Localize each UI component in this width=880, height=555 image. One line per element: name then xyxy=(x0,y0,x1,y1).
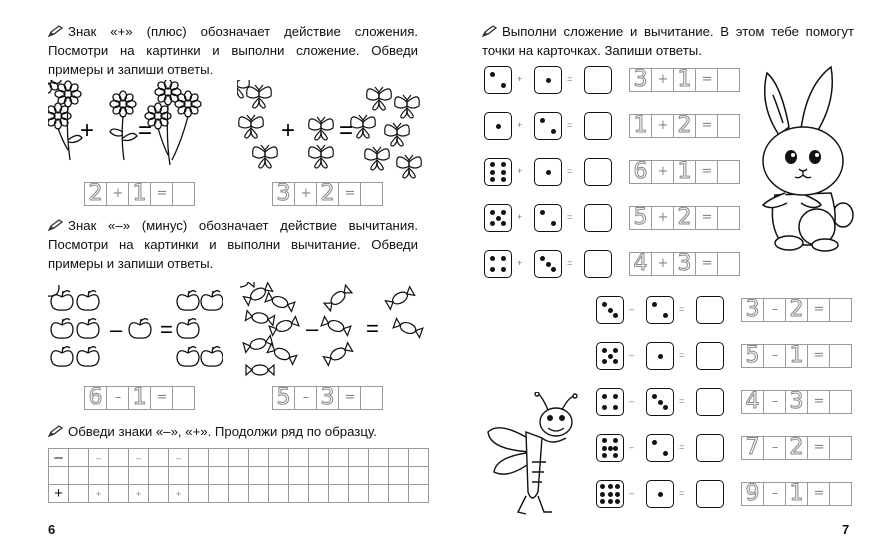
dice-equals: = xyxy=(679,304,684,314)
svg-text:+: + xyxy=(80,117,95,144)
answer-digit: 2 xyxy=(84,182,106,206)
dice-pip xyxy=(602,405,607,410)
dice-operator: + xyxy=(517,74,522,84)
empty-row xyxy=(49,467,429,485)
answer-operator: – xyxy=(763,436,785,460)
answer-digit: 4 xyxy=(629,252,651,276)
answer-operator: – xyxy=(106,386,128,410)
grid-cell[interactable]: – xyxy=(169,449,189,467)
dice-card xyxy=(596,480,624,508)
grid-cell[interactable] xyxy=(269,467,289,485)
answer-blank[interactable] xyxy=(360,386,383,410)
answer-digit: 1 xyxy=(785,482,807,506)
dice-equals: = xyxy=(567,166,572,176)
dice-pip xyxy=(613,394,618,399)
answer-digit: 6 xyxy=(629,160,651,184)
grid-cell[interactable]: + xyxy=(89,485,109,503)
answer-equals: = xyxy=(807,436,829,460)
grid-cell[interactable]: + xyxy=(129,485,149,503)
dice-card xyxy=(534,66,562,94)
grid-cell[interactable] xyxy=(389,449,409,467)
answer-equals: = xyxy=(695,114,717,138)
signs-practice-grid xyxy=(48,448,429,503)
answer-box[interactable] xyxy=(584,250,612,278)
svg-text:=: = xyxy=(138,117,153,144)
dice-pip xyxy=(600,492,605,497)
grid-cell[interactable] xyxy=(269,449,289,467)
dice-pip xyxy=(490,72,495,77)
dice-pip xyxy=(608,499,613,504)
grid-cell[interactable] xyxy=(149,467,169,485)
dice-card xyxy=(646,388,674,416)
dice-operator: + xyxy=(517,120,522,130)
dice-pip xyxy=(501,210,506,215)
answer-equals: = xyxy=(807,298,829,322)
grid-cell[interactable] xyxy=(289,467,309,485)
dice-card xyxy=(484,204,512,232)
dice-equals: = xyxy=(567,212,572,222)
dice-pip xyxy=(496,216,501,221)
answer-box[interactable] xyxy=(696,296,724,324)
answer-equals: = xyxy=(338,182,360,206)
dice-pip xyxy=(608,354,613,359)
subtraction-instruction xyxy=(48,216,418,273)
dice-operator: – xyxy=(629,442,634,452)
answer-box[interactable] xyxy=(584,112,612,140)
answer-box[interactable] xyxy=(696,388,724,416)
dice-card xyxy=(534,250,562,278)
answer-blank[interactable] xyxy=(829,482,852,506)
grid-cell[interactable] xyxy=(229,485,249,503)
dice-card xyxy=(646,342,674,370)
svg-text:=: = xyxy=(366,316,379,341)
grid-cell[interactable] xyxy=(289,485,309,503)
answer-blank[interactable] xyxy=(717,206,740,230)
dice-pip xyxy=(608,492,613,497)
grid-cell[interactable] xyxy=(409,485,429,503)
answer-blank[interactable] xyxy=(360,182,383,206)
grid-cell[interactable] xyxy=(389,485,409,503)
dice-card xyxy=(534,112,562,140)
dice-pip xyxy=(551,221,556,226)
dice-pip xyxy=(608,446,613,451)
answer-box[interactable] xyxy=(584,204,612,232)
answer-digit: 3 xyxy=(785,390,807,414)
answer-operator: – xyxy=(763,390,785,414)
grid-cell[interactable] xyxy=(349,467,369,485)
dice-pip xyxy=(652,394,657,399)
grid-cell[interactable] xyxy=(89,467,109,485)
dice-pip xyxy=(613,453,618,458)
dice-pip xyxy=(608,308,613,313)
answer-blank[interactable] xyxy=(717,114,740,138)
answer-row xyxy=(84,386,195,410)
svg-text:=: = xyxy=(160,317,173,342)
dice-card xyxy=(484,158,512,186)
grid-cell[interactable] xyxy=(149,485,169,503)
grid-cell[interactable] xyxy=(189,449,209,467)
grid-cell[interactable] xyxy=(249,467,269,485)
grid-cell[interactable] xyxy=(249,485,269,503)
grid-cell[interactable] xyxy=(249,449,269,467)
dice-pip xyxy=(600,499,605,504)
dice-pip xyxy=(602,359,607,364)
addition-instruction-text: Знак «+» (плюс) обозначает действие сложения. Посмотри на картинки и выполни сложение. Обведи примеры и запиши ответы. xyxy=(48,24,418,77)
grid-cell[interactable] xyxy=(289,449,309,467)
answer-equals: = xyxy=(807,482,829,506)
dice-pip xyxy=(490,170,495,175)
dice-card xyxy=(646,434,674,462)
grid-cell[interactable] xyxy=(209,449,229,467)
answer-digit: 1 xyxy=(673,160,695,184)
dice-pip xyxy=(501,267,506,272)
grid-cell[interactable] xyxy=(69,467,89,485)
dice-card xyxy=(534,204,562,232)
grid-cell[interactable] xyxy=(149,449,169,467)
dice-card xyxy=(596,296,624,324)
answer-row xyxy=(629,114,740,138)
dice-operator: + xyxy=(517,166,522,176)
dice-pip xyxy=(613,446,618,451)
answer-digit: 2 xyxy=(673,206,695,230)
answer-digit: 7 xyxy=(741,436,763,460)
dice-pip xyxy=(602,453,607,458)
answer-row xyxy=(629,160,740,184)
grid-cell: + xyxy=(49,485,69,503)
dice-pip xyxy=(490,221,495,226)
grid-cell[interactable]: – xyxy=(89,449,109,467)
dice-pip xyxy=(496,124,501,129)
answer-blank[interactable] xyxy=(717,252,740,276)
answer-box[interactable] xyxy=(696,434,724,462)
answer-digit: 2 xyxy=(316,182,338,206)
answer-digit: 1 xyxy=(673,68,695,92)
dice-pip xyxy=(490,162,495,167)
dice-card xyxy=(484,250,512,278)
dice-pip xyxy=(490,267,495,272)
answer-box[interactable] xyxy=(696,480,724,508)
answer-digit: 1 xyxy=(128,386,150,410)
dice-pip xyxy=(658,354,663,359)
answer-digit: 3 xyxy=(272,182,294,206)
dice-pip xyxy=(501,162,506,167)
grid-cell[interactable] xyxy=(209,467,229,485)
dice-operator: + xyxy=(517,258,522,268)
answer-digit: 3 xyxy=(673,252,695,276)
answer-row xyxy=(84,182,195,206)
answer-row xyxy=(741,298,852,322)
answer-row xyxy=(741,390,852,414)
answer-operator: + xyxy=(294,182,316,206)
dice-pip xyxy=(615,492,620,497)
grid-cell[interactable] xyxy=(329,485,349,503)
dice-instruction xyxy=(482,22,854,60)
signs-instruction-text: Обведи знаки «–», «+». Продолжи ряд по образцу. xyxy=(68,424,377,439)
candies-illustration xyxy=(240,282,430,380)
dice-pip xyxy=(663,405,668,410)
dice-pip xyxy=(501,256,506,261)
dice-pip xyxy=(613,359,618,364)
svg-text:–: – xyxy=(110,317,123,342)
dice-card xyxy=(484,66,512,94)
answer-digit: 2 xyxy=(785,298,807,322)
answer-digit: 2 xyxy=(785,436,807,460)
grid-cell[interactable] xyxy=(369,485,389,503)
answer-row xyxy=(741,344,852,368)
answer-row xyxy=(629,252,740,276)
answer-row xyxy=(741,482,852,506)
dice-pip xyxy=(602,394,607,399)
grid-cell[interactable] xyxy=(309,467,329,485)
dice-operator: – xyxy=(629,396,634,406)
answer-equals: = xyxy=(695,252,717,276)
answer-blank[interactable] xyxy=(717,160,740,184)
answer-digit: 1 xyxy=(785,344,807,368)
answer-blank[interactable] xyxy=(717,68,740,92)
dice-card xyxy=(596,434,624,462)
grid-cell[interactable] xyxy=(229,449,249,467)
grid-cell[interactable] xyxy=(369,449,389,467)
dice-operator: – xyxy=(629,350,634,360)
grid-cell[interactable] xyxy=(409,467,429,485)
dragonfly-illustration xyxy=(480,392,600,517)
page-number: 6 xyxy=(48,522,56,537)
answer-digit: 5 xyxy=(629,206,651,230)
dice-pip xyxy=(501,177,506,182)
flowers-illustration xyxy=(48,80,213,180)
grid-cell[interactable]: + xyxy=(169,485,189,503)
dice-card xyxy=(534,158,562,186)
dice-pip xyxy=(490,177,495,182)
page-number: 7 xyxy=(842,522,850,537)
dice-pip xyxy=(602,438,607,443)
dice-pip xyxy=(501,83,506,88)
answer-operator: + xyxy=(651,252,673,276)
dice-pip xyxy=(490,210,495,215)
dice-pip xyxy=(546,170,551,175)
grid-cell[interactable] xyxy=(229,467,249,485)
grid-cell[interactable] xyxy=(329,467,349,485)
answer-row xyxy=(272,182,383,206)
pencil-icon xyxy=(48,425,64,437)
dice-equals: = xyxy=(679,488,684,498)
answer-operator: – xyxy=(294,386,316,410)
answer-digit: 5 xyxy=(741,344,763,368)
answer-operator: – xyxy=(763,298,785,322)
answer-row xyxy=(741,436,852,460)
answer-equals: = xyxy=(807,390,829,414)
dice-pip xyxy=(615,499,620,504)
dice-pip xyxy=(663,451,668,456)
answer-blank[interactable] xyxy=(172,182,195,206)
answer-equals: = xyxy=(695,206,717,230)
dice-pip xyxy=(602,302,607,307)
grid-cell[interactable] xyxy=(349,449,369,467)
grid-cell[interactable] xyxy=(409,449,429,467)
dice-equals: = xyxy=(679,442,684,452)
dice-pip xyxy=(613,348,618,353)
grid-cell[interactable] xyxy=(69,449,89,467)
grid-cell[interactable] xyxy=(129,467,149,485)
grid-cell[interactable] xyxy=(269,485,289,503)
dice-operator: – xyxy=(629,304,634,314)
dice-pip xyxy=(602,348,607,353)
dice-equals: = xyxy=(567,258,572,268)
dice-pip xyxy=(613,405,618,410)
dice-pip xyxy=(652,302,657,307)
dice-card xyxy=(646,480,674,508)
dice-pip xyxy=(546,262,551,267)
dice-pip xyxy=(608,484,613,489)
answer-row xyxy=(272,386,383,410)
dice-equals: = xyxy=(567,120,572,130)
answer-row xyxy=(629,68,740,92)
answer-row xyxy=(629,206,740,230)
dice-operator: – xyxy=(629,488,634,498)
grid-cell[interactable] xyxy=(309,449,329,467)
answer-blank[interactable] xyxy=(172,386,195,410)
grid-cell: – xyxy=(49,449,69,467)
answer-blank[interactable] xyxy=(829,298,852,322)
dice-card xyxy=(484,112,512,140)
dice-pip xyxy=(540,210,545,215)
grid-cell[interactable] xyxy=(309,485,329,503)
dice-pip xyxy=(658,492,663,497)
dice-pip xyxy=(490,256,495,261)
dice-card xyxy=(646,296,674,324)
dice-pip xyxy=(658,400,663,405)
grid-cell[interactable] xyxy=(389,467,409,485)
pencil-icon xyxy=(48,219,64,231)
dice-pip xyxy=(600,484,605,489)
plus-row xyxy=(49,485,429,503)
svg-text:=: = xyxy=(339,117,354,144)
right-page xyxy=(440,0,880,555)
dice-pip xyxy=(615,484,620,489)
dice-pip xyxy=(602,446,607,451)
grid-cell[interactable] xyxy=(109,467,129,485)
dice-card xyxy=(596,342,624,370)
dice-pip xyxy=(551,267,556,272)
dice-pip xyxy=(540,256,545,261)
answer-digit: 3 xyxy=(316,386,338,410)
answer-operator: + xyxy=(651,68,673,92)
answer-blank[interactable] xyxy=(829,436,852,460)
dice-equals: = xyxy=(679,350,684,360)
answer-box[interactable] xyxy=(584,158,612,186)
svg-text:+: + xyxy=(281,117,296,144)
answer-equals: = xyxy=(695,160,717,184)
answer-digit: 9 xyxy=(741,482,763,506)
bunny-illustration xyxy=(745,65,855,255)
answer-equals: = xyxy=(338,386,360,410)
apples-illustration xyxy=(48,285,223,380)
answer-blank[interactable] xyxy=(829,344,852,368)
answer-box[interactable] xyxy=(696,342,724,370)
dice-card xyxy=(596,388,624,416)
dice-operator: + xyxy=(517,212,522,222)
answer-digit: 3 xyxy=(741,298,763,322)
answer-digit: 1 xyxy=(629,114,651,138)
addition-instruction xyxy=(48,22,418,79)
pencil-icon xyxy=(48,25,64,37)
dice-pip xyxy=(540,118,545,123)
dice-pip xyxy=(501,221,506,226)
answer-equals: = xyxy=(150,386,172,410)
dice-pip xyxy=(501,170,506,175)
answer-operator: + xyxy=(651,114,673,138)
dice-equals: = xyxy=(679,396,684,406)
answer-operator: – xyxy=(763,482,785,506)
answer-digit: 6 xyxy=(84,386,106,410)
grid-cell[interactable] xyxy=(329,449,349,467)
dice-instruction-text: Выполни сложение и вычитание. В этом тебе помогут точки на карточках. Запиши ответы. xyxy=(482,24,854,58)
answer-box[interactable] xyxy=(584,66,612,94)
answer-digit: 2 xyxy=(673,114,695,138)
grid-cell[interactable] xyxy=(369,467,389,485)
grid-cell[interactable]: – xyxy=(129,449,149,467)
dice-pip xyxy=(652,440,657,445)
answer-blank[interactable] xyxy=(829,390,852,414)
grid-cell[interactable] xyxy=(349,485,369,503)
dice-equals: = xyxy=(567,74,572,84)
subtraction-instruction-text: Знак «–» (минус) обозначает действие вычитания. Посмотри на картинки и выполни вычитание. Обведи примеры и запиши ответы. xyxy=(48,218,418,271)
grid-cell[interactable] xyxy=(169,467,189,485)
answer-operator: + xyxy=(651,206,673,230)
dice-pip xyxy=(613,313,618,318)
answer-digit: 5 xyxy=(272,386,294,410)
grid-cell[interactable] xyxy=(109,485,129,503)
grid-cell[interactable] xyxy=(49,467,69,485)
answer-digit: 1 xyxy=(128,182,150,206)
signs-instruction xyxy=(48,422,418,441)
grid-cell[interactable] xyxy=(209,485,229,503)
answer-digit: 3 xyxy=(629,68,651,92)
dice-pip xyxy=(613,438,618,443)
answer-operator: + xyxy=(651,160,673,184)
dice-pip xyxy=(663,313,668,318)
pencil-icon xyxy=(482,25,498,37)
svg-text:–: – xyxy=(306,316,319,341)
dice-pip xyxy=(551,129,556,134)
answer-equals: = xyxy=(695,68,717,92)
dice-pip xyxy=(546,78,551,83)
grid-cell[interactable] xyxy=(109,449,129,467)
minus-row xyxy=(49,449,429,467)
grid-cell[interactable] xyxy=(189,467,209,485)
grid-cell[interactable] xyxy=(189,485,209,503)
answer-operator: + xyxy=(106,182,128,206)
butterflies-illustration xyxy=(237,80,427,180)
grid-cell[interactable] xyxy=(69,485,89,503)
answer-digit: 4 xyxy=(741,390,763,414)
answer-operator: – xyxy=(763,344,785,368)
answer-equals: = xyxy=(807,344,829,368)
answer-equals: = xyxy=(150,182,172,206)
